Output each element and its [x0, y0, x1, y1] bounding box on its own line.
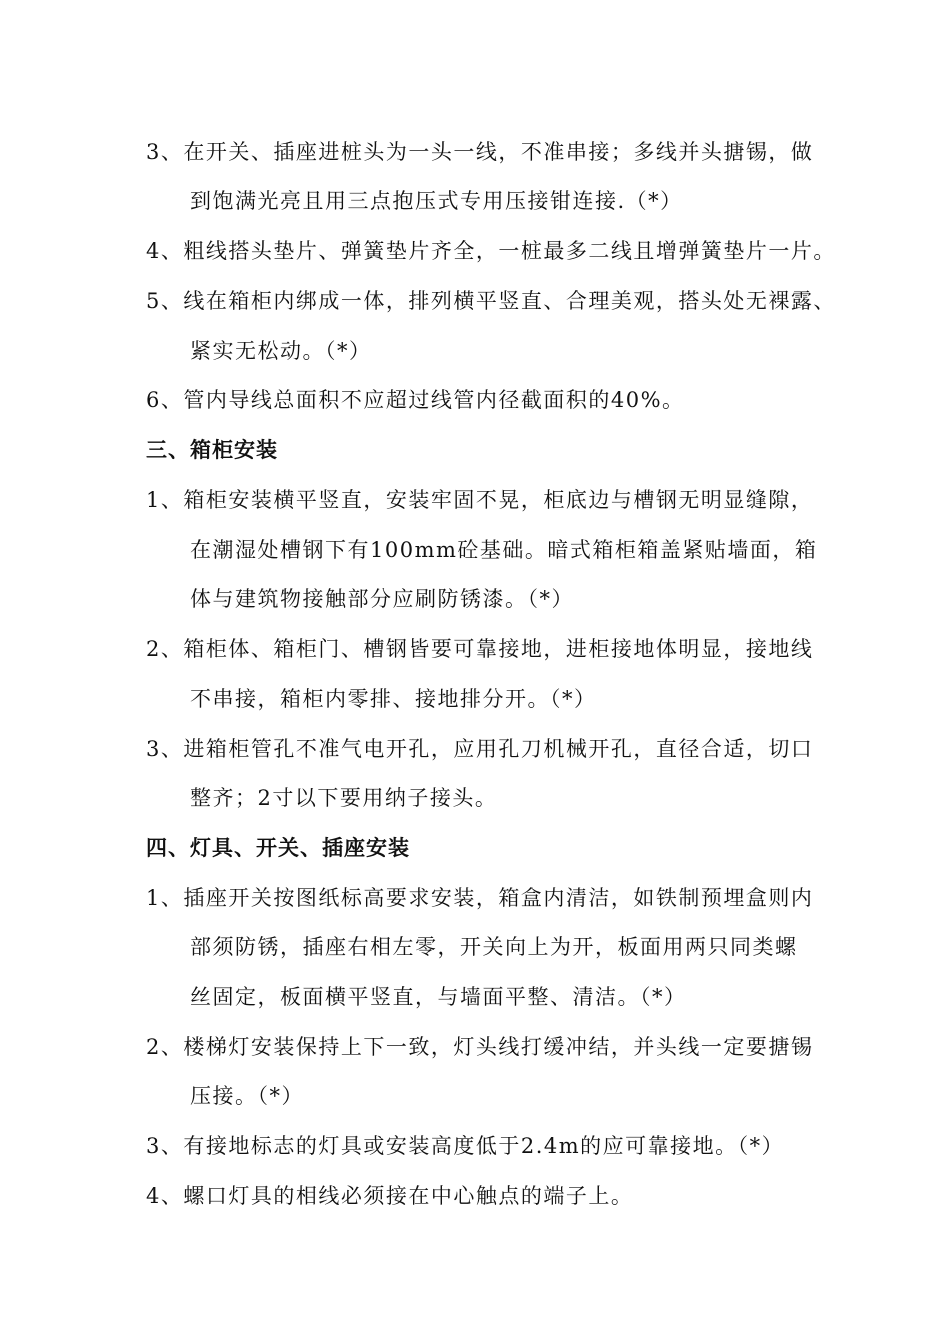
paragraph-line: 到饱满光亮且用三点抱压式专用压接钳连接.（*） — [190, 189, 683, 213]
paragraph-line: 丝固定，板面横平竖直，与墙面平整、清洁。（*） — [190, 985, 687, 1009]
paragraph-line: 体与建筑物接触部分应刷防锈漆。（*） — [190, 587, 574, 611]
paragraph-line: 压接。（*） — [190, 1084, 304, 1108]
paragraph-line: 4、粗线搭头垫片、弹簧垫片齐全，一桩最多二线且增弹簧垫片一片。 — [146, 239, 836, 263]
paragraph-line: 整齐；2寸以下要用纳子接头。 — [190, 786, 498, 810]
section-heading: 三、箱柜安装 — [146, 437, 278, 462]
paragraph-line: 5、线在箱柜内绑成一体，排列横平竖直、合理美观，搭头处无裸露、 — [146, 289, 836, 313]
paragraph-line: 3、进箱柜管孔不准气电开孔，应用孔刀机械开孔，直径合适，切口 — [146, 737, 814, 761]
section-heading: 四、灯具、开关、插座安装 — [146, 835, 410, 860]
paragraph-line: 3、有接地标志的灯具或安装高度低于2.4m的应可靠接地。（*） — [146, 1134, 785, 1158]
paragraph-line: 6、管内导线总面积不应超过线管内径截面积的40%。 — [146, 388, 685, 412]
paragraph-line: 2、箱柜体、箱柜门、槽钢皆要可靠接地，进柜接地体明显，接地线 — [146, 637, 814, 661]
paragraph-line: 在潮湿处槽钢下有100mm砼基础。暗式箱柜箱盖紧贴墙面，箱 — [190, 538, 818, 562]
paragraph-line: 不串接，箱柜内零排、接地排分开。（*） — [190, 687, 597, 711]
paragraph-line: 1、箱柜安装横平竖直，安装牢固不晃，柜底边与槽钢无明显缝隙， — [146, 488, 814, 512]
paragraph-line: 3、在开关、插座进桩头为一头一线，不准串接；多线并头搪锡，做 — [146, 140, 814, 164]
paragraph-line: 4、螺口灯具的相线必须接在中心触点的端子上。 — [146, 1184, 634, 1208]
paragraph-line: 部须防锈，插座右相左零，开关向上为开，板面用两只同类螺 — [190, 935, 798, 959]
paragraph-line: 紧实无松动。（*） — [190, 339, 372, 363]
paragraph-line: 1、插座开关按图纸标高要求安装，箱盒内清洁，如铁制预埋盒则内 — [146, 886, 814, 910]
paragraph-line: 2、楼梯灯安装保持上下一致，灯头线打缓冲结，并头线一定要搪锡 — [146, 1035, 814, 1059]
